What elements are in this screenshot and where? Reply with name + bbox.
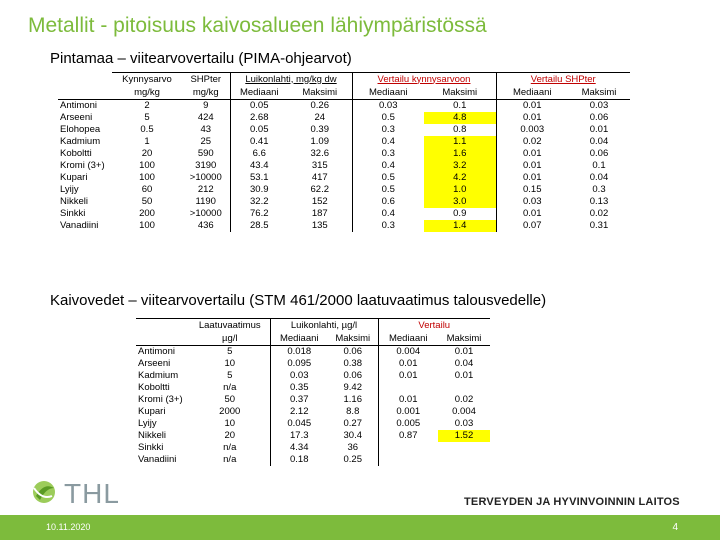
table-cell: 43 [182,124,230,136]
metal-name: Kromi (3+) [138,394,183,405]
table-cell: 0.5 [381,184,395,195]
metal-name: Antimoni [138,346,175,357]
metal-name: Vanadiini [60,220,99,231]
table-cell: 0.01 [523,100,542,111]
table-cell: 50 [141,196,153,207]
table-cell: 0.4 [381,136,395,147]
subheader-cell: Mediaani [230,86,288,100]
metal-name: Nikkeli [60,196,88,207]
metal-name: Kupari [60,172,88,183]
table-row [58,136,630,148]
table-cell: 62.2 [288,184,352,196]
table-cell: 0.03 [589,100,609,111]
table-cell: 1.1 [424,136,496,148]
table-cell: 9 [182,100,230,113]
table-cell: 0.01 [399,394,418,405]
table-cell: 0.26 [288,100,352,113]
table-cell: 0.13 [589,196,609,207]
table-row [58,160,630,172]
table-row [58,112,630,124]
table-row [136,346,490,359]
slide-title: Metallit - pitoisuus kaivosalueen lähiympäristössä [28,14,487,37]
table-row [136,406,490,418]
header-vertailu-shpter: Vertailu SHPter [496,73,630,87]
subheader-cell: Maksimi [438,332,490,346]
section2-subtitle: Kaivovedet – viitearvovertailu (STM 461/2000 laatuvaatimus talousvedelle) [50,292,547,309]
metal-name: Lyijy [138,418,157,429]
table-cell: 0.25 [328,454,378,466]
table-row [58,184,630,196]
table-row [58,172,630,184]
table-cell [438,442,490,454]
table-cell: 0.01 [523,112,542,123]
metal-name: Kadmium [60,136,101,147]
table-cell: 0.004 [452,406,476,417]
table-cell: 0.003 [520,124,545,135]
table-cell: 8.8 [328,406,378,418]
metal-name: Kromi (3+) [60,160,105,171]
table-cell: 0.37 [290,394,309,405]
table-cell: 0.1 [424,100,496,113]
table-cell: 0.07 [523,220,542,231]
table-row [136,418,490,430]
table-cell: 2.12 [290,406,309,417]
table-cell: 0.01 [523,208,542,219]
table-cell: 315 [288,160,352,172]
table-cell: 0.04 [454,358,474,369]
subheader-cell: µg/l [190,332,270,346]
table-cell: 0.095 [287,358,312,369]
table-cell: 0.004 [396,346,421,357]
table-cell: 100 [139,160,155,171]
table-row [136,394,490,406]
table-cell: 0.01 [399,370,418,381]
table-row [58,208,630,220]
table-cell: 0.39 [288,124,352,136]
metal-name: Lyijy [60,184,79,195]
table-cell: 36 [328,442,378,454]
table-cell: 0.01 [399,358,418,369]
metal-name: Nikkeli [138,430,166,441]
metal-name: Antimoni [60,100,97,111]
table-cell: 0.31 [589,220,609,231]
metal-name: Koboltti [138,382,170,393]
table-row [136,430,490,442]
table-cell: 436 [182,220,230,232]
table-cell: 0.01 [523,172,542,183]
section1-subtitle: Pintamaa – viitearvovertailu (PIMA-ohjearvot) [50,50,352,67]
table-cell: 0.06 [589,112,609,123]
table-cell [438,382,490,394]
table-cell: 0.41 [250,136,269,147]
table-cell: 0.01 [454,346,474,357]
table-cell: 0.06 [328,370,378,382]
table-cell [378,382,438,394]
table-row [58,124,630,136]
table-cell: 3.2 [424,160,496,172]
table-cell: 0.03 [523,196,542,207]
table-cell: 200 [139,208,155,219]
table-cell: >10000 [182,208,230,220]
table-cell: 25 [182,136,230,148]
metal-name: Sinkki [60,208,86,219]
table-cell: 0.02 [589,208,609,219]
soil-comparison-table [58,72,630,232]
table-cell: 0.15 [523,184,542,195]
table-cell: 76.2 [250,208,269,219]
subheader-cell: Mediaani [352,86,424,100]
table-cell: 2000 [190,406,270,418]
table-row [58,196,630,208]
table-row [136,382,490,394]
table-cell [378,442,438,454]
header-luikonlahti-ugl: Luikonlahti, µg/l [270,319,378,333]
metal-name: Kupari [138,406,166,417]
table-cell: n/a [190,454,270,466]
table-cell: 417 [288,172,352,184]
table-cell: 0.05 [250,100,269,111]
table-cell: 0.06 [589,148,609,159]
header-laatuvaatimus: Laatuvaatimus [190,319,270,333]
table-row [136,358,490,370]
table-cell: 1190 [182,196,230,208]
table-cell: n/a [190,442,270,454]
table-cell: 100 [139,220,155,231]
table-cell: 2 [144,100,150,111]
table-cell: 0.27 [328,418,378,430]
table-cell: 135 [288,220,352,232]
header-vertailu: Vertailu [378,319,490,333]
table-cell: 0.001 [396,406,421,417]
table-cell: 0.04 [589,136,609,147]
footer-date: 10.11.2020 [46,522,91,532]
subheader-cell: mg/kg [112,86,182,100]
thl-logo [30,474,130,514]
table-cell: 1.6 [424,148,496,160]
table-cell: >10000 [182,172,230,184]
metal-name: Elohopea [60,124,101,135]
table-cell: 20 [141,148,153,159]
subheader-cell: Maksimi [568,86,630,100]
table-cell: 4.2 [424,172,496,184]
table-cell: 9.42 [328,382,378,394]
table-cell: 212 [182,184,230,196]
table-cell: 0.03 [379,100,398,111]
table-cell: 0.01 [454,370,474,381]
header-kynnysarvo: Kynnysarvo [112,73,182,87]
table-cell: 0.87 [399,430,418,441]
table-cell: 32.6 [288,148,352,160]
table-cell: 152 [288,196,352,208]
well-water-comparison-table [136,318,490,466]
table-cell: 3190 [182,160,230,172]
table-cell: 43.4 [250,160,269,171]
table-cell: 0.05 [250,124,269,135]
table-cell: 5 [144,112,150,123]
table-cell: 0.4 [381,208,395,219]
table-cell: 424 [182,112,230,124]
table-cell: 0.6 [381,196,395,207]
table-cell: 0.5 [381,112,395,123]
table-cell: 0.1 [592,160,606,171]
table-cell: 0.3 [381,220,395,231]
table-cell: 0.9 [424,208,496,220]
table-cell: 0.005 [396,418,421,429]
table-cell: 10 [190,358,270,370]
table-cell: 0.03 [290,370,309,381]
table-cell: n/a [190,382,270,394]
table-cell: 0.35 [290,382,309,393]
table-cell: 0.018 [287,346,312,357]
table-cell: 100 [139,172,155,183]
table-row [58,100,630,113]
table-cell: 1.09 [288,136,352,148]
table-cell: 4.8 [424,112,496,124]
subheader-cell: Maksimi [328,332,378,346]
organization-name: TERVEYDEN JA HYVINVOINNIN LAITOS [464,496,680,508]
subheader-cell: Maksimi [288,86,352,100]
table-cell: 5 [190,346,270,359]
table-cell: 28.5 [250,220,269,231]
metal-name: Sinkki [138,442,164,453]
subheader-cell: Mediaani [270,332,328,346]
subheader-cell: Mediaani [496,86,568,100]
table-cell: 0.3 [381,124,395,135]
table-cell: 0.38 [328,358,378,370]
table-cell: 3.0 [424,196,496,208]
table-cell: 2.68 [250,112,269,123]
table-cell [378,454,438,466]
table-cell: 0.02 [454,394,474,405]
thl-logo-text: THL [64,478,120,509]
table-cell: 17.3 [290,430,309,441]
table-cell: 4.34 [290,442,309,453]
subheader-cell: mg/kg [182,86,230,100]
table-cell: 1.16 [328,394,378,406]
table-cell: 0.3 [592,184,606,195]
metal-name: Kadmium [138,370,179,381]
metal-name: Vanadiini [138,454,177,465]
table-cell: 0.02 [523,136,542,147]
page-number: 4 [672,522,678,533]
table-cell: 30.4 [328,430,378,442]
metal-name: Arseeni [60,112,93,123]
table-row [136,454,490,466]
table-cell: 590 [182,148,230,160]
table-row [136,442,490,454]
table-cell [438,454,490,466]
table-cell: 60 [141,184,153,195]
table-cell: 1 [144,136,150,147]
header-shpter: SHPter [182,73,230,87]
table-row [58,220,630,232]
subheader-cell: Maksimi [424,86,496,100]
table-cell: 0.01 [589,124,609,135]
table-cell: 0.04 [589,172,609,183]
table-cell: 30.9 [250,184,269,195]
subheader-cell: Mediaani [378,332,438,346]
table-cell: 0.045 [287,418,312,429]
table-cell: 24 [288,112,352,124]
table-cell: 187 [288,208,352,220]
table-cell: 0.01 [523,148,542,159]
table-cell: 0.4 [381,160,395,171]
table-cell: 1.4 [424,220,496,232]
table-cell: 0.8 [424,124,496,136]
table-cell: 32.2 [250,196,269,207]
table-cell: 0.5 [140,124,154,135]
table-cell: 50 [190,394,270,406]
footer-bar [0,515,720,540]
header-luikonlahti: Luikonlahti, mg/kg dw [230,73,352,87]
metal-name: Arseeni [138,358,171,369]
table-cell: 20 [190,430,270,442]
table-cell: 0.18 [290,454,309,465]
table-cell: 0.5 [381,172,395,183]
table-cell: 0.3 [381,148,395,159]
table-cell: 1.0 [424,184,496,196]
table-cell: 0.01 [523,160,542,171]
header-vertailu-kynnysarvo: Vertailu kynnysarvoon [352,73,496,87]
table-row [136,370,490,382]
metal-name: Koboltti [60,148,92,159]
table-row [58,148,630,160]
table-cell: 53.1 [250,172,269,183]
table-cell: 10 [190,418,270,430]
table-cell: 1.52 [438,430,490,442]
table-cell: 5 [190,370,270,382]
table-cell: 0.03 [454,418,474,429]
table-cell: 6.6 [252,148,266,159]
table-cell: 0.06 [328,346,378,359]
